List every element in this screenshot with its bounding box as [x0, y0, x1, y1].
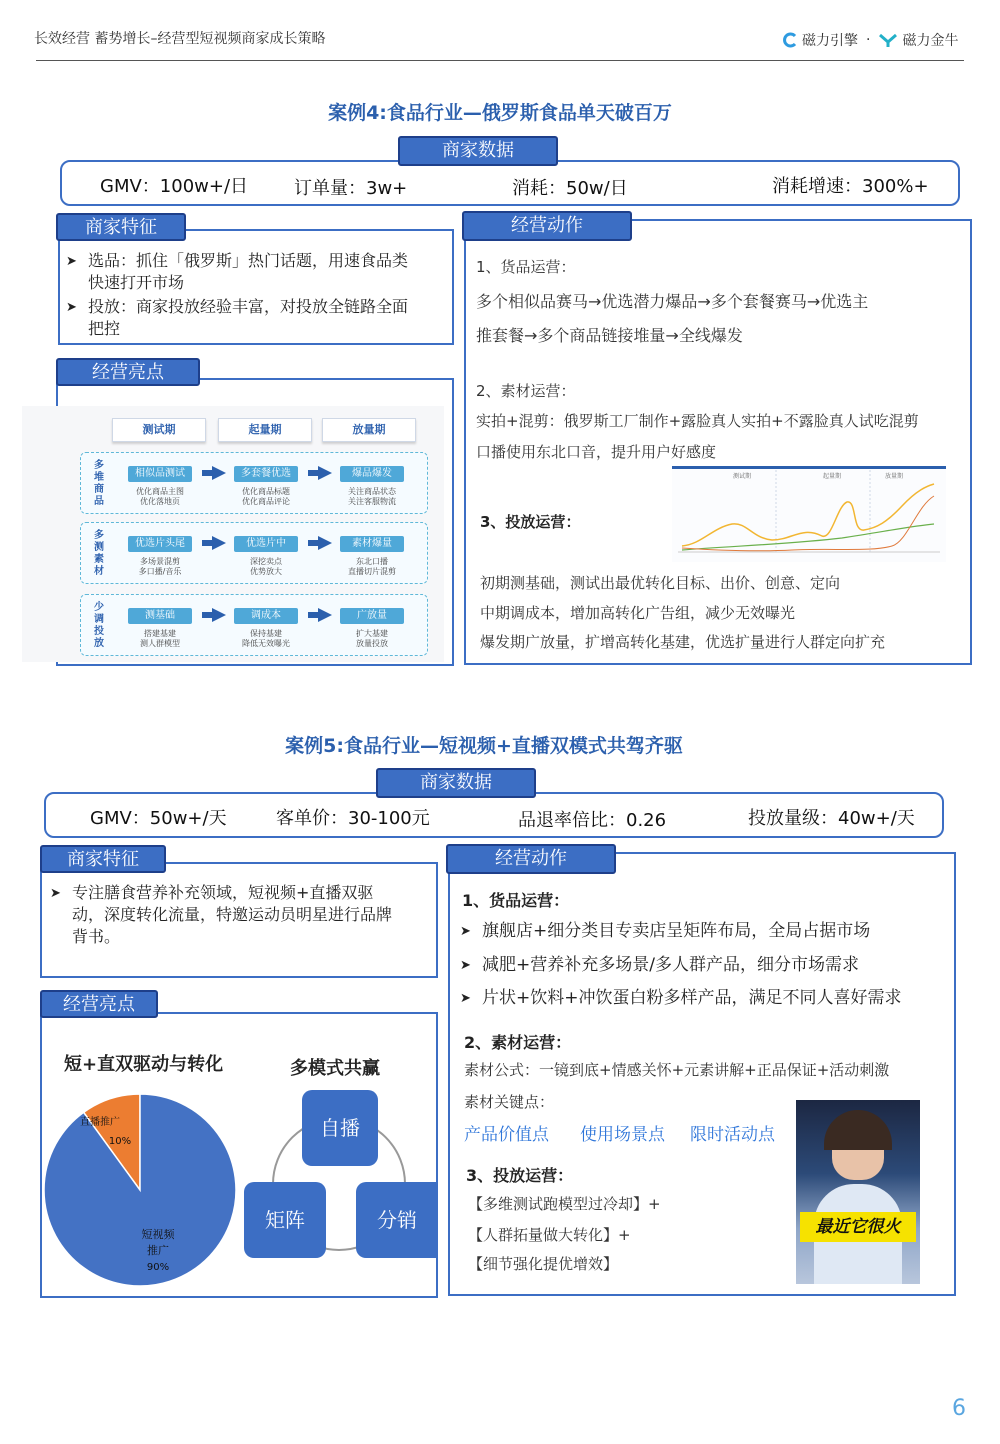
case4-data-tab: 商家数据 — [398, 136, 558, 166]
case5-plan-text: 【细节强化提优增效】 — [468, 1255, 619, 1273]
step-sub: 放量投放 — [356, 639, 388, 648]
case4-action-h3: 3、投放运营： — [480, 513, 581, 531]
bullet-arrow-icon: ➤ — [66, 254, 77, 269]
step-sub: 优化落地页 — [140, 497, 180, 506]
bullet-arrow-icon: ➤ — [460, 991, 471, 1006]
list-item: ➤ 旗舰店+细分类目专卖店呈矩阵布局，全局占据市场 — [460, 921, 871, 941]
mini-stage-label: 测试期 — [732, 473, 752, 480]
pie-label-live-pct: 10% — [108, 1136, 132, 1147]
bullet-arrow-icon: ➤ — [460, 924, 471, 939]
logo-separator: · — [866, 32, 871, 48]
stage-header: 放量期 — [322, 418, 416, 442]
case4-metric-spend: 消耗：50w/日 — [512, 178, 628, 199]
step-pill: 素材爆量 — [340, 536, 404, 552]
case5-plan-text: 【多维测试跑模型过冷却】+ — [468, 1195, 661, 1213]
step-pill: 测基础 — [128, 608, 192, 624]
step-sub: 优势放大 — [250, 567, 282, 576]
case5-features-tab: 商家特征 — [40, 845, 166, 873]
flow-arrow-icon — [318, 466, 332, 480]
case5-features-list — [50, 882, 394, 948]
step-sub: 关注客服物流 — [348, 497, 396, 506]
step-pill: 优选片头尾 — [128, 536, 192, 552]
step-pill: 广放量 — [340, 608, 404, 624]
case5-data-tab: 商家数据 — [376, 768, 536, 798]
step-pill: 爆品爆发 — [340, 466, 404, 482]
list-item: ➤ 投放：商家投放经验丰富，对投放全链路全面把控 — [66, 297, 409, 338]
case5-plan-text: 【人群拓量做大转化】+ — [468, 1226, 631, 1244]
keyword-scene-point: 使用场景点 — [580, 1125, 665, 1145]
step-pill: 相似品测试 — [128, 466, 192, 482]
node-self-broadcast: 自播 — [302, 1090, 378, 1166]
case4-action-text: 多个相似品赛马→优选潜力爆品→多个套餐赛马→优选主 — [476, 292, 869, 311]
case4-action-text: 中期调成本，增加高转化广告组，减少无效曝光 — [480, 604, 796, 622]
case5-action-h3: 3、投放运营： — [466, 1166, 574, 1185]
header-divider — [36, 60, 964, 61]
case4-action-h2: 2、素材运营： — [476, 382, 576, 400]
header-title: 长效经营 蓄势增长–经营型短视频商家成长策略 — [34, 31, 326, 47]
logo-ciliyinqing: 磁力引擎 — [802, 33, 858, 49]
row-label: 多测素材 — [94, 530, 104, 577]
step-sub: 优化商品评论 — [242, 497, 290, 506]
case5-title: 案例5:食品行业—短视频+直播双模式共驾齐驱 — [285, 735, 683, 757]
case5-metric-refund: 品退率倍比：0.26 — [518, 810, 667, 831]
flow-arrow-icon — [212, 536, 226, 550]
case4-action-h1: 1、货品运营： — [476, 258, 576, 276]
case4-action-text: 推套餐→多个商品链接堆量→全线爆发 — [476, 326, 743, 345]
flow-arrow-icon — [318, 536, 332, 550]
step-sub: 优化商品标题 — [242, 487, 290, 496]
list-item: ➤ 专注膳食营养补充领域，短视频+直播双驱动，深度转化流量，特邀运动员明星进行品牌背书。 — [50, 883, 393, 946]
video-caption: 最近它很火 — [800, 1212, 916, 1242]
case5-formula: 素材公式：一镜到底+情感关怀+元素讲解+正品保证+活动刺激 — [464, 1061, 890, 1079]
stage-header: 起量期 — [218, 418, 312, 442]
step-pill: 多套餐优选 — [234, 466, 298, 482]
case4-metric-orders: 订单量：3w+ — [294, 178, 408, 199]
spend-trend-mini-chart — [672, 466, 946, 562]
row-label: 少调投放 — [94, 602, 104, 649]
pie-label-video-name-1: 短视频 — [141, 1228, 175, 1241]
step-sub: 扩大基建 — [356, 629, 388, 638]
pie-label-video-pct: 90% — [146, 1262, 170, 1273]
case4-actions-tab: 经营动作 — [462, 211, 632, 241]
case5-keypoints-label: 素材关键点： — [464, 1093, 555, 1111]
case5-action-h2: 2、素材运营： — [464, 1033, 572, 1052]
case4-features-list — [66, 250, 416, 340]
pie-title: 短+直双驱动与转化 — [64, 1054, 224, 1075]
mini-stage-label: 放量期 — [884, 473, 904, 480]
brand-logos — [782, 30, 958, 50]
bullet-arrow-icon: ➤ — [50, 886, 61, 901]
stage-header: 测试期 — [112, 418, 206, 442]
pie-label-live-name: 直播推广 — [80, 1117, 120, 1128]
case4-metric-gmv: GMV：100w+/日 — [100, 176, 249, 197]
mini-stage-label: 起量期 — [822, 473, 842, 480]
case4-metric-growth: 消耗增速：300%+ — [772, 176, 929, 197]
keyword-activity-point: 限时活动点 — [690, 1125, 775, 1145]
logo-cilijinniu: 磁力金牛 — [902, 33, 959, 49]
page-number: 6 — [952, 1396, 966, 1421]
case5-metric-price: 客单价：30-100元 — [276, 808, 430, 829]
case4-features-tab: 商家特征 — [56, 213, 186, 241]
case4-action-text: 爆发期广放量，扩增高转化基建，优选扩量进行人群定向扩充 — [480, 633, 886, 651]
presenter-hair — [824, 1110, 892, 1150]
pie-label-video-name-2: 推广 — [147, 1244, 169, 1257]
step-sub: 搭建基建 — [144, 629, 176, 638]
step-sub: 降低无效曝光 — [242, 639, 290, 648]
list-item: ➤ 片状+饮料+冲饮蛋白粉多样产品，满足不同人喜好需求 — [460, 988, 902, 1008]
step-sub: 东北口播 — [356, 557, 388, 566]
step-sub: 多口播/音乐 — [138, 567, 182, 576]
step-pill: 调成本 — [234, 608, 298, 624]
flow-arrow-icon — [318, 608, 332, 622]
step-sub: 测人群模型 — [140, 639, 180, 648]
case4-action-text: 初期测基础，测试出最优转化目标、出价、创意、定向 — [480, 574, 841, 592]
case5-action-h1: 1、货品运营： — [462, 891, 570, 910]
step-sub: 多场景混剪 — [140, 557, 180, 566]
case5-metric-gmv: GMV：50w+/天 — [90, 808, 227, 829]
mini-chart-top-rule — [672, 466, 946, 469]
step-sub: 优化商品主图 — [136, 487, 184, 496]
model-title: 多模式共赢 — [290, 1058, 380, 1079]
case4-title: 案例4:食品行业—俄罗斯食品单天破百万 — [328, 102, 672, 124]
pie-slice-1 — [44, 1094, 236, 1286]
case5-highlights-tab: 经营亮点 — [40, 990, 158, 1018]
step-sub: 直播切片混剪 — [348, 567, 396, 576]
row-label: 多堆商品 — [94, 460, 104, 507]
step-pill: 优选片中 — [234, 536, 298, 552]
case5-actions-tab: 经营动作 — [446, 844, 616, 874]
case4-highlights-tab: 经营亮点 — [56, 358, 200, 386]
flow-arrow-icon — [212, 608, 226, 622]
node-matrix: 矩阵 — [244, 1182, 326, 1258]
list-item: ➤ 减肥+营养补充多场景/多人群产品，细分市场需求 — [460, 955, 859, 975]
flow-arrow-icon — [212, 466, 226, 480]
step-sub: 保持基建 — [250, 629, 282, 638]
strategy-diagram — [22, 406, 444, 662]
case4-action-text: 实拍+混剪：俄罗斯工厂制作+露脸真人实拍+不露脸真人试吃混剪 — [476, 412, 919, 430]
video-thumbnail[interactable] — [796, 1100, 920, 1284]
step-sub: 关注商品状态 — [348, 487, 396, 496]
node-distribution: 分销 — [356, 1182, 438, 1258]
promotion-pie-chart — [40, 1090, 240, 1290]
list-item: ➤ 选品：抓住「俄罗斯」热门话题，用速食品类快速打开市场 — [66, 251, 409, 292]
bullet-arrow-icon: ➤ — [460, 958, 471, 973]
cilijinniu-logo-icon — [878, 32, 898, 48]
ciliyinqing-logo-icon — [782, 32, 798, 48]
step-sub: 深挖卖点 — [250, 557, 282, 566]
case5-metric-volume: 投放量级：40w+/天 — [748, 808, 915, 829]
keyword-value-point: 产品价值点 — [464, 1125, 549, 1145]
bullet-arrow-icon: ➤ — [66, 300, 77, 315]
case4-action-text: 口播使用东北口音，提升用户好感度 — [476, 443, 717, 461]
